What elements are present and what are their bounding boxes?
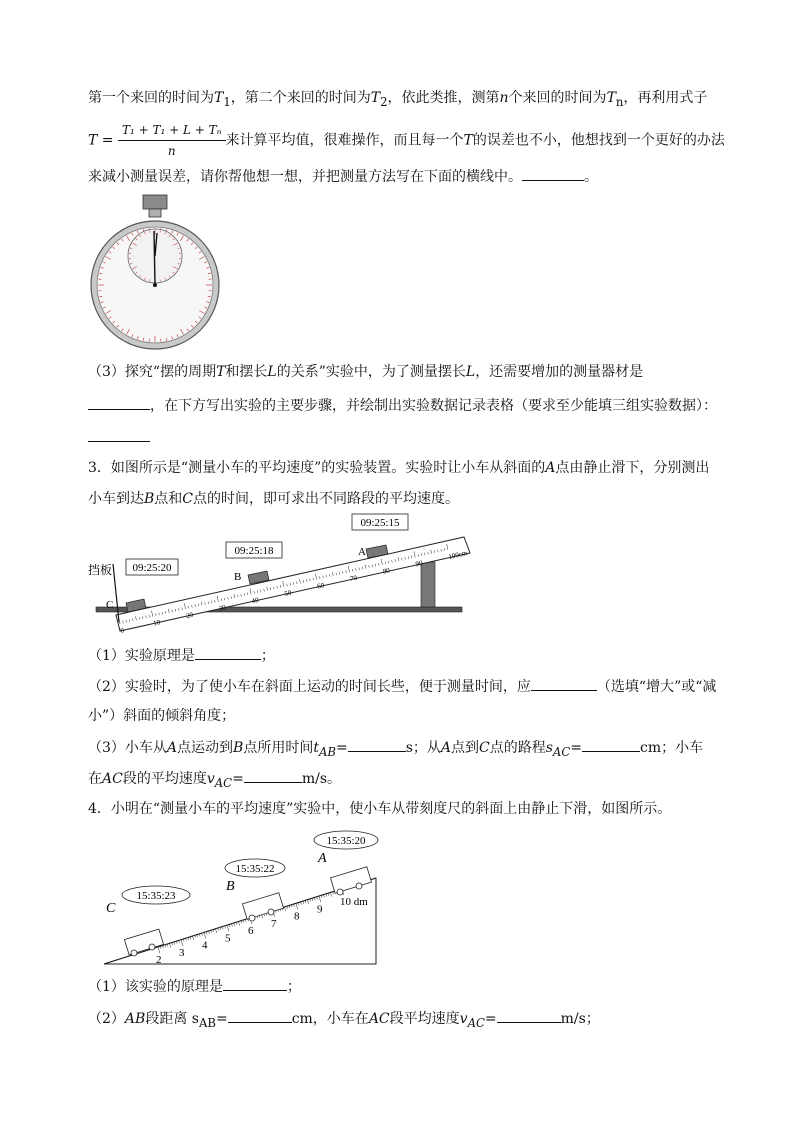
- text: =: [335, 740, 348, 756]
- text: 和摆长: [225, 364, 268, 380]
- point-label-c: C: [106, 901, 116, 916]
- symbol-B: B: [144, 491, 155, 507]
- q3-line1: [88, 458, 709, 478]
- para1-line2: [88, 120, 725, 161]
- text: 点到: [451, 740, 480, 756]
- ruler-tick-label: 2: [156, 954, 162, 966]
- text: （1）实验原理是: [88, 648, 195, 664]
- ruler-tick-label: 3: [179, 946, 185, 959]
- symbol-v: v: [206, 771, 215, 787]
- answer-blank[interactable]: [223, 976, 287, 991]
- text: 来计算平均值，很难操作，而且每一个: [225, 132, 464, 149]
- text: cm；小车: [640, 740, 704, 756]
- q3-sub2-cont: [88, 706, 235, 726]
- subscript: AC: [214, 775, 233, 790]
- text: ；: [286, 979, 301, 995]
- symbol-v: v: [459, 1011, 468, 1027]
- subscript: AB: [198, 1015, 216, 1030]
- text: （2）实验时，为了使小车在斜面上运动的时间长些，便于测量时间，应: [88, 679, 531, 695]
- text: ，还需要增加的测量器材是: [475, 364, 644, 380]
- text: （1）该实验的原理是: [88, 979, 223, 995]
- ruler-tick-label: 30: [218, 603, 227, 613]
- point-label-b: B: [234, 571, 242, 583]
- symbol-t: T: [463, 132, 473, 149]
- symbol-A: A: [545, 460, 556, 476]
- text: ，在下方写出实验的主要步骤，并绘制出实验数据记录表格（要求至少能填三组实验数据）：: [150, 398, 717, 414]
- subscript: AB: [318, 744, 336, 759]
- text: 个来回的时间为: [508, 90, 607, 106]
- q3-sub1: [88, 645, 275, 666]
- text: 第一个来回的时间为: [88, 90, 214, 106]
- text: 的关系”实验中，为了测量摆长: [276, 364, 466, 380]
- point-label-c: C: [106, 599, 114, 611]
- text: 点由静止滑下，分别测出: [555, 460, 710, 476]
- q4-sub1: [88, 976, 301, 997]
- text: 4．小明在“测量小车的平均速度”实验中，使小车从带刻度尺的斜面上由静止下滑，如图所示。: [88, 801, 672, 817]
- symbol-AC: AC: [102, 771, 123, 787]
- text: ；: [260, 648, 275, 664]
- symbol-t1: T: [214, 90, 224, 106]
- ruler-tick-label: 50: [283, 588, 293, 598]
- answer-blank[interactable]: [582, 737, 640, 752]
- point-label-b: B: [226, 879, 235, 894]
- symbol-C: C: [182, 491, 194, 507]
- text: ，第二个来回的时间为: [230, 90, 371, 106]
- text: =: [215, 1011, 228, 1027]
- formula-fraction: [118, 120, 226, 161]
- ruler-tick-label: 40: [250, 596, 260, 606]
- ruler-tick-label: 10 dm: [340, 896, 368, 908]
- formula-denominator: n: [167, 144, 176, 158]
- ruler-tick-label: 60: [316, 581, 326, 591]
- q3-sub3-cont: [88, 768, 341, 793]
- para1-line1: [88, 88, 707, 112]
- symbol-B: B: [233, 740, 244, 756]
- ruler-tick-label: 5: [225, 932, 231, 945]
- q3-sub2: [88, 676, 716, 697]
- answer-blank[interactable]: [88, 427, 150, 442]
- time-label-b: 15:35:22: [235, 863, 275, 875]
- answer-blank[interactable]: [195, 645, 261, 660]
- ruler-tick-label: 20: [185, 610, 194, 621]
- subscript: 2: [380, 94, 388, 109]
- ruler-tick-label: 0: [119, 626, 125, 635]
- answer-blank[interactable]: [244, 768, 302, 783]
- time-label-c: 15:35:23: [136, 890, 176, 902]
- ruler-tick-label: 10: [152, 618, 162, 628]
- text: 点运动到: [177, 740, 234, 756]
- point-label-a: A: [318, 851, 327, 866]
- text: 来减小测量误差，请你帮他想一想，并把测量方法写在下面的横线中。: [88, 169, 522, 185]
- text: 段平均速度: [389, 1011, 460, 1027]
- symbol-t: t: [313, 740, 319, 756]
- q3-sub3: [88, 737, 703, 762]
- time-label-a: 15:35:20: [326, 835, 366, 847]
- text: 小”）斜面的倾斜角度；: [88, 708, 236, 724]
- ruler-tick-label: 90: [414, 559, 424, 569]
- text: 的误差也不小，他想找到一个更好的办法: [472, 132, 725, 149]
- text: =: [570, 740, 582, 756]
- text: （2）: [88, 1011, 125, 1027]
- text: m/s。: [301, 771, 342, 787]
- text: 点的路程: [489, 740, 546, 756]
- symbol-s: s: [545, 740, 553, 756]
- text: 小车到达: [88, 491, 144, 507]
- subscript: AC: [467, 1015, 485, 1030]
- time-label-a: 09:25:15: [360, 517, 400, 529]
- answer-blank[interactable]: [522, 166, 584, 181]
- ruler-tick-label: 9: [317, 903, 323, 916]
- triangle-incline-figure: [100, 826, 390, 968]
- ruler-tick-label: 70: [349, 573, 358, 584]
- text: 点所用时间: [243, 740, 314, 756]
- symbol-L: L: [267, 364, 277, 380]
- formula-lhs: T =: [88, 132, 114, 149]
- text: m/s；: [560, 1011, 600, 1027]
- q3part-line2: [88, 395, 717, 416]
- ruler-tick-label: 6: [248, 925, 254, 937]
- text: 点和: [154, 491, 183, 507]
- symbol-L: L: [465, 364, 476, 380]
- para1-line3: [88, 166, 598, 187]
- text: ，再利用式子: [623, 90, 708, 106]
- formula-numerator: T₁ + T₁ + L + Tₙ: [118, 120, 226, 141]
- subscript: AC: [552, 744, 571, 759]
- ruler-tick-label: 4: [202, 939, 208, 952]
- text: 3．如图所示是“测量小车的平均速度”的实验装置。实验时让小车从斜面的: [88, 460, 546, 476]
- q4-line1: [88, 799, 671, 819]
- symbol-AB: AB: [124, 1011, 146, 1027]
- ruler-tick-label: 8: [294, 910, 300, 923]
- symbol-tn: T: [606, 90, 616, 106]
- subscript: 1: [223, 94, 231, 109]
- answer-blank[interactable]: [497, 1008, 561, 1023]
- text: s；从: [405, 740, 441, 756]
- time-label-b: 09:25:18: [234, 545, 274, 557]
- q3-line2: [88, 489, 459, 509]
- symbol-T: T: [216, 364, 226, 380]
- ruler-tick-label: 80: [382, 566, 391, 576]
- baffle-label: 挡板: [88, 563, 113, 577]
- q3part-line1: [88, 362, 643, 382]
- symbol-n: n: [499, 90, 509, 106]
- text: 在: [88, 771, 102, 787]
- incline-ruler-figure: [88, 512, 478, 640]
- text: =: [232, 771, 244, 787]
- text: cm，小车在: [291, 1011, 369, 1027]
- symbol-A: A: [166, 740, 178, 756]
- answer-blank[interactable]: [531, 676, 597, 691]
- text: （3）探究“摆的周期: [88, 364, 217, 380]
- time-label-c: 09:25:20: [132, 562, 172, 574]
- q3part-line3: [88, 427, 150, 448]
- answer-blank[interactable]: [228, 1008, 292, 1023]
- ruler-tick-label: 100cm: [447, 548, 469, 561]
- text: =: [484, 1011, 497, 1027]
- point-label-a: A: [358, 546, 366, 558]
- text: 。: [584, 169, 598, 185]
- q4-sub2: [88, 1008, 600, 1033]
- symbol-A: A: [440, 740, 452, 756]
- text: （选填“增大”或“减: [596, 679, 717, 695]
- text: ，依此类推，测第: [387, 90, 500, 106]
- symbol-AC: AC: [368, 1011, 390, 1027]
- stopwatch-figure: [88, 193, 223, 353]
- text: （3）小车从: [88, 740, 167, 756]
- symbol-t2: T: [370, 90, 381, 106]
- answer-blank[interactable]: [348, 737, 406, 752]
- symbol-C: C: [479, 740, 490, 756]
- subscript: n: [615, 94, 624, 109]
- text: 段的平均速度: [122, 771, 207, 787]
- text: 点的时间，即可求出不同路段的平均速度。: [193, 491, 460, 507]
- answer-blank[interactable]: [88, 395, 150, 410]
- text: 段距离 s: [145, 1011, 199, 1027]
- ruler-tick-label: 7: [271, 917, 277, 930]
